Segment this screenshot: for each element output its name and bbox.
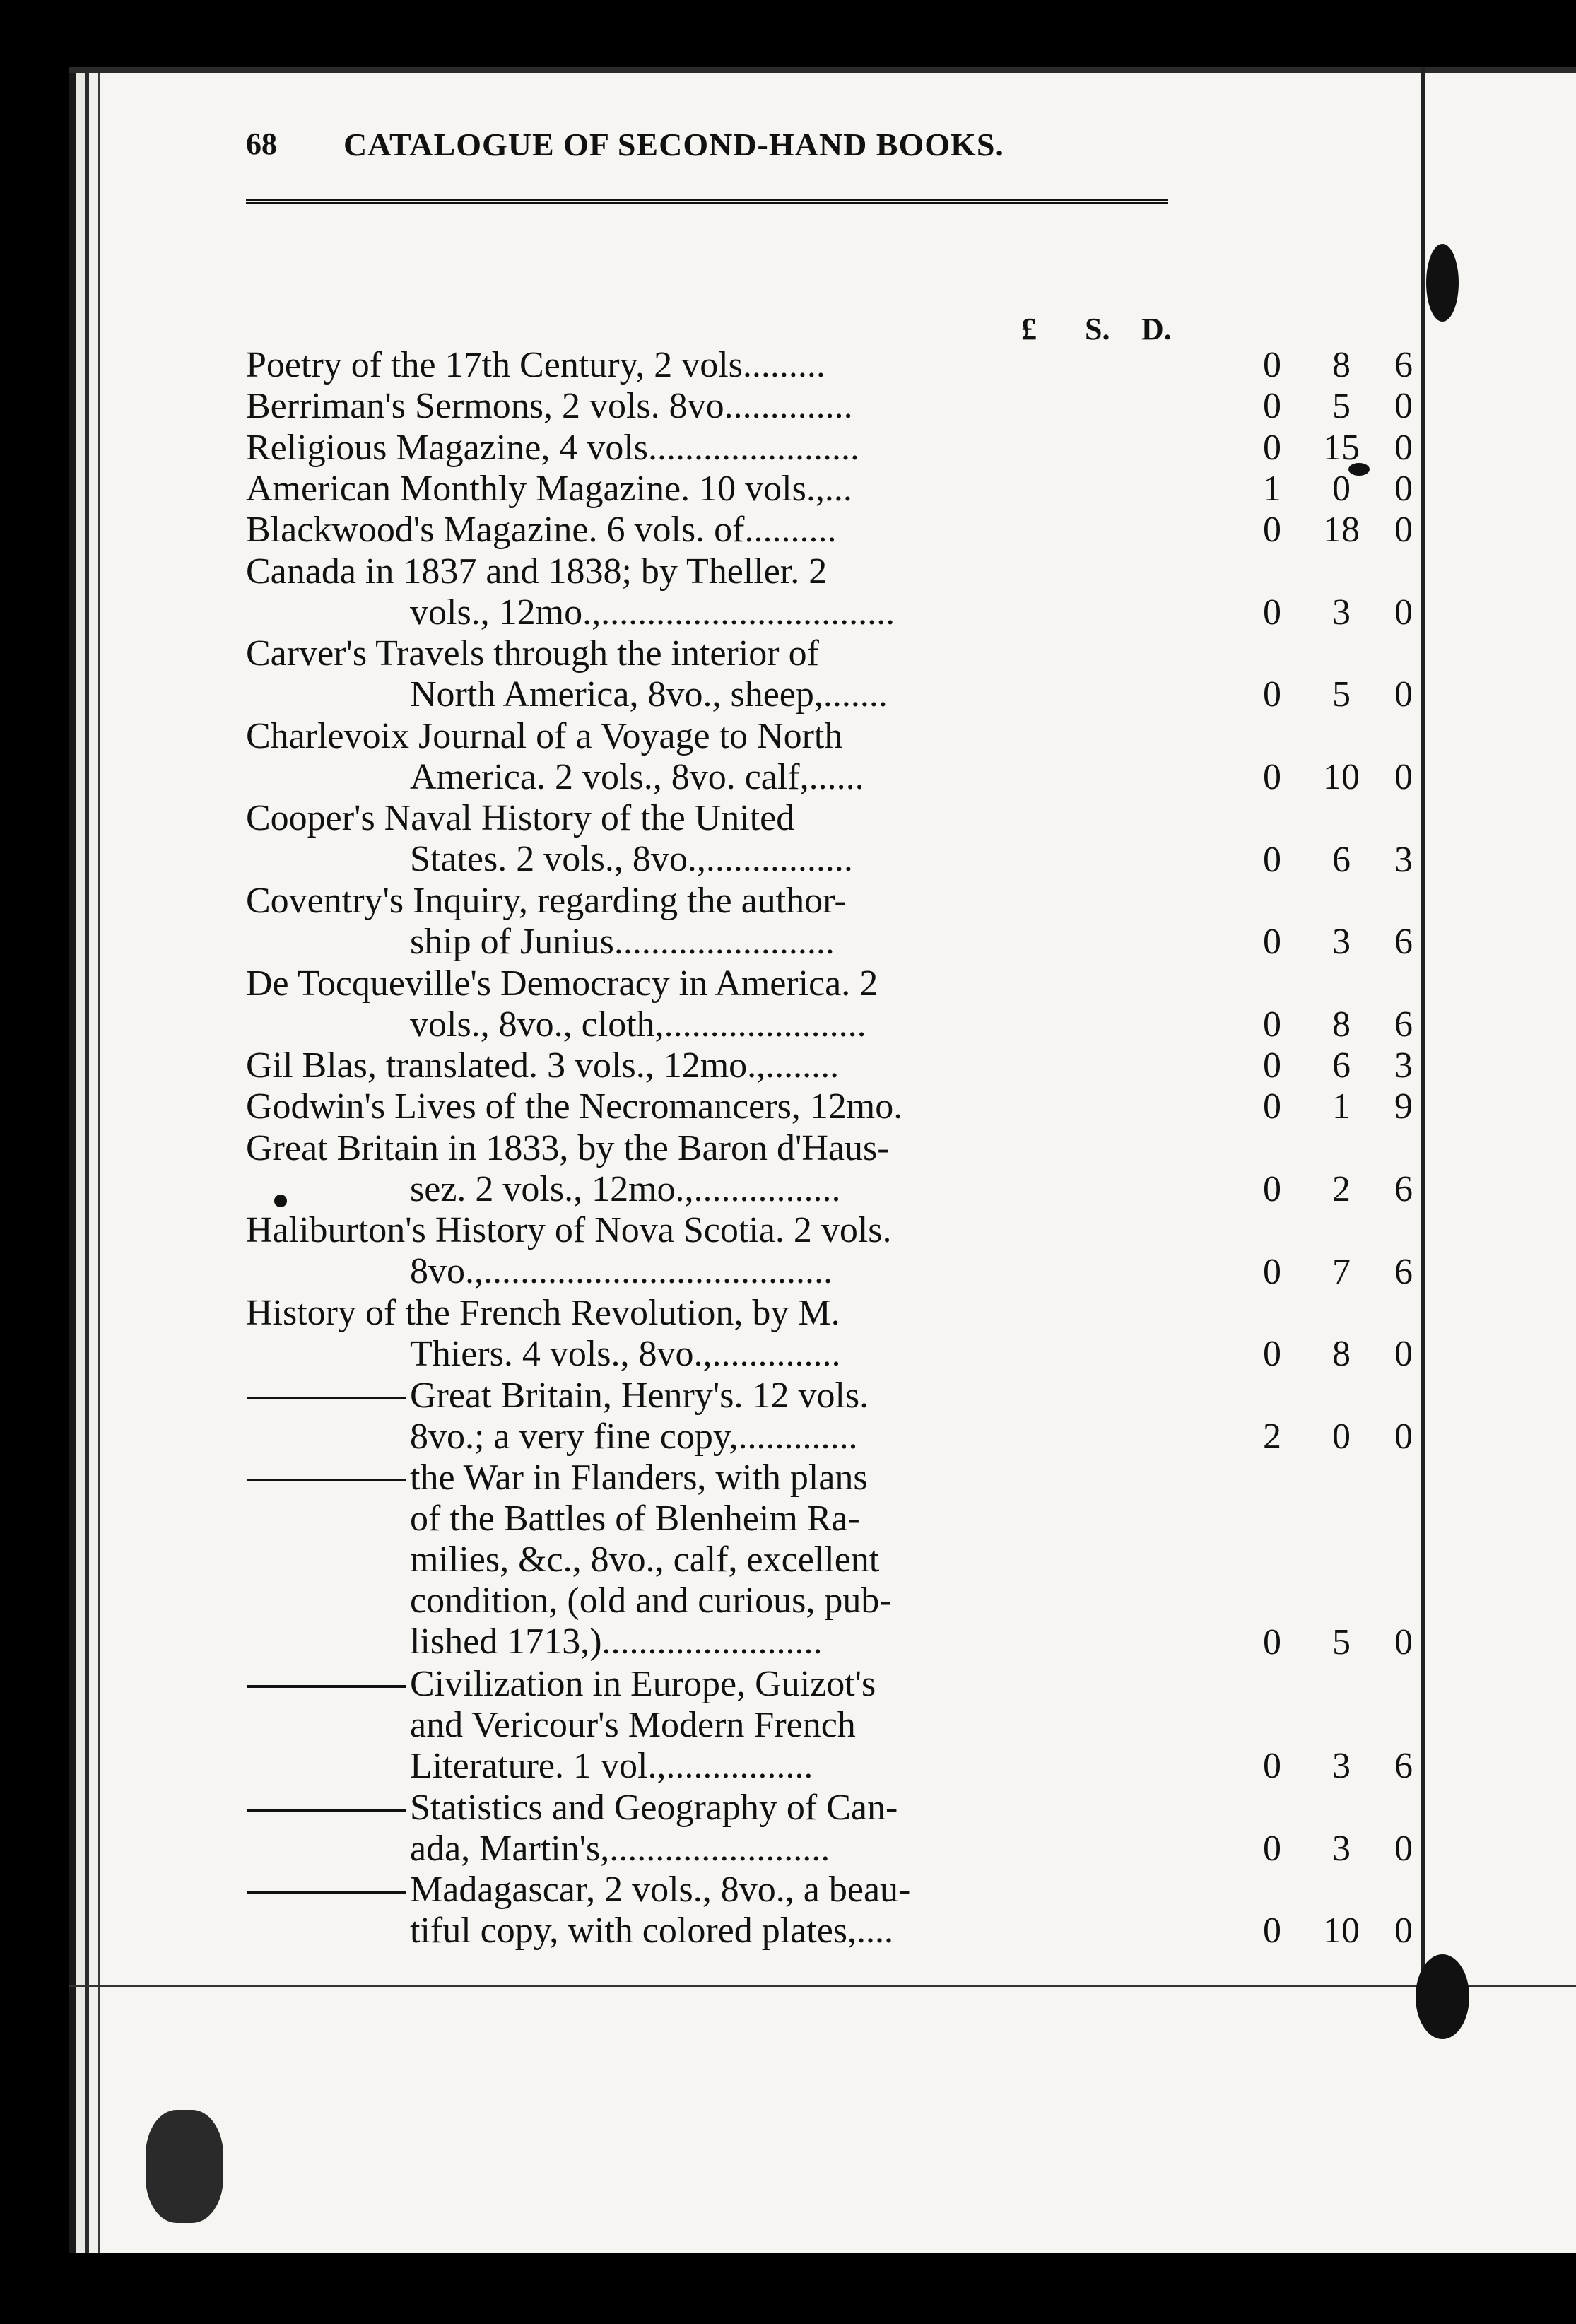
entry-text: ship of Junius........................	[410, 921, 835, 962]
entry-line	[246, 469, 1158, 510]
entry-text: De Tocqueville's Democracy in America. 2	[246, 963, 878, 1004]
price-pence: 3	[1394, 1045, 1413, 1086]
entry-line	[246, 1293, 1158, 1334]
catalogue-entry	[246, 1210, 1413, 1292]
price-pence: 0	[1394, 592, 1413, 633]
price-pounds: 0	[1263, 1086, 1281, 1127]
entry-line	[246, 1746, 1158, 1787]
price-pence: 0	[1394, 427, 1413, 468]
catalogue-entry	[246, 345, 1413, 386]
entry-line	[246, 1251, 1158, 1292]
price-pounds: 0	[1263, 345, 1281, 385]
price-shillings: 3	[1332, 1746, 1351, 1787]
price-shillings: 6	[1332, 839, 1351, 880]
price-pounds: 0	[1263, 1334, 1281, 1375]
price-pounds: 2	[1263, 1416, 1281, 1457]
entry-line	[246, 592, 1158, 633]
ditto-dash	[247, 1479, 406, 1481]
catalogue-entry	[246, 798, 1413, 880]
price-pence: 0	[1394, 1911, 1413, 1952]
entry-line	[246, 1004, 1158, 1045]
entry-line	[246, 716, 1158, 757]
entry-text: Poetry of the 17th Century, 2 vols.........	[246, 345, 825, 385]
price-shillings: 1	[1332, 1086, 1351, 1127]
price-pence: 0	[1394, 1334, 1413, 1375]
price-pounds: 0	[1263, 1622, 1281, 1663]
entry-line	[246, 510, 1158, 551]
entry-line	[246, 1210, 1158, 1251]
price-shillings: 15	[1323, 427, 1360, 468]
entry-line	[246, 1416, 1158, 1457]
catalogue-entry	[246, 468, 1413, 510]
catalogue-entry	[246, 1127, 1413, 1210]
entry-line	[246, 1045, 1158, 1086]
entry-text: lished 1713,)........................	[410, 1621, 823, 1662]
price-pence: 6	[1394, 1004, 1413, 1045]
entry-text: the War in Flanders, with plans	[410, 1457, 868, 1498]
ditto-dash	[247, 1891, 406, 1894]
entry-line	[246, 1457, 1158, 1498]
catalogue-entry	[246, 880, 1413, 963]
price-pounds: 0	[1263, 386, 1281, 427]
catalogue-entry	[246, 1870, 1413, 1952]
entry-line	[246, 1705, 1158, 1746]
catalogue-entry	[246, 510, 1413, 551]
entry-text: Blackwood's Magazine. 6 vols. of..........	[246, 510, 837, 551]
price-shillings: 2	[1332, 1168, 1351, 1209]
pounds-column-header: £	[1021, 312, 1037, 346]
entry-text: 8vo.,......................................	[410, 1251, 833, 1292]
entry-text: of the Battles of Blenheim Ra-	[410, 1498, 860, 1539]
entry-line	[246, 345, 1158, 386]
price-pounds: 0	[1263, 1911, 1281, 1952]
price-pounds: 0	[1263, 427, 1281, 468]
price-pence: 6	[1394, 1168, 1413, 1209]
price-shillings: 5	[1332, 386, 1351, 427]
entry-text: American Monthly Magazine. 10 vols.,...	[246, 468, 852, 509]
entry-text: Thiers. 4 vols., 8vo.,..............	[410, 1333, 841, 1374]
price-pounds: 0	[1263, 1251, 1281, 1292]
entry-line	[246, 1829, 1158, 1870]
entry-text: tiful copy, with colored plates,....	[410, 1911, 894, 1952]
price-pence: 0	[1394, 674, 1413, 715]
entry-line	[246, 1870, 1158, 1911]
catalogue-entry	[246, 1045, 1413, 1086]
entry-text: vols., 12mo.,................................	[410, 592, 895, 633]
entry-text: ada, Martin's,........................	[410, 1828, 830, 1869]
price-shillings: 8	[1332, 1334, 1351, 1375]
price-pounds: 0	[1263, 1828, 1281, 1869]
entry-text: condition, (old and curious, pub-	[410, 1580, 892, 1621]
page-top-edge	[69, 67, 1576, 73]
catalogue-entry	[246, 1292, 1413, 1375]
ink-blot	[146, 2110, 223, 2223]
page-number: 68	[246, 127, 277, 161]
price-pounds: 0	[1263, 1045, 1281, 1086]
entry-text: North America, 8vo., sheep,.......	[410, 674, 888, 715]
price-pence: 0	[1394, 1828, 1413, 1869]
pence-column-header: D.	[1141, 312, 1172, 346]
entry-line	[246, 1911, 1158, 1952]
entry-text: Carver's Travels through the interior of	[246, 633, 819, 674]
price-pounds: 1	[1263, 468, 1281, 509]
entry-text: 8vo.; a very fine copy,.............	[410, 1416, 858, 1457]
ditto-dash	[247, 1685, 406, 1688]
entry-line	[246, 551, 1158, 592]
entry-text: Great Britain, Henry's. 12 vols.	[410, 1375, 869, 1416]
ditto-dash	[247, 1809, 406, 1812]
price-pounds: 0	[1263, 756, 1281, 797]
entry-line	[246, 1086, 1158, 1127]
price-pence: 0	[1394, 510, 1413, 551]
price-shillings: 10	[1323, 756, 1360, 797]
entry-line	[246, 1334, 1158, 1375]
entry-text: Madagascar, 2 vols., 8vo., a beau-	[410, 1870, 911, 1911]
entry-text: Canada in 1837 and 1838; by Theller. 2	[246, 551, 828, 592]
entry-text: milies, &c., 8vo., calf, excellent	[410, 1539, 880, 1580]
entry-line	[246, 386, 1158, 427]
entry-line	[246, 1375, 1158, 1416]
shillings-column-header: S.	[1085, 312, 1110, 346]
catalogue-entry	[246, 1086, 1413, 1127]
entry-line	[246, 798, 1158, 839]
page-header	[246, 120, 1249, 177]
price-pence: 6	[1394, 345, 1413, 385]
entry-line	[246, 1664, 1158, 1705]
entry-text: Religious Magazine, 4 vols.......................	[246, 427, 860, 468]
ink-blot	[1426, 244, 1459, 322]
entry-line	[246, 1169, 1158, 1210]
header-rule	[246, 199, 1168, 204]
catalogue-entry	[246, 1663, 1413, 1787]
entry-line	[246, 963, 1158, 1004]
price-shillings: 7	[1332, 1251, 1351, 1292]
entry-text: America. 2 vols., 8vo. calf,......	[410, 756, 864, 797]
entry-line	[246, 1788, 1158, 1829]
catalogue-entry	[246, 633, 1413, 715]
catalogue-entry	[246, 427, 1413, 469]
price-pence: 0	[1394, 386, 1413, 427]
entry-line	[246, 633, 1158, 674]
page-bottom-rule	[69, 1985, 1576, 1987]
price-shillings: 3	[1332, 1828, 1351, 1869]
entry-text: and Vericour's Modern French	[410, 1704, 856, 1745]
price-pence: 6	[1394, 1251, 1413, 1292]
entry-text: sez. 2 vols., 12mo.,................	[410, 1168, 841, 1209]
entry-line	[246, 757, 1158, 798]
entry-text: Literature. 1 vol.,................	[410, 1745, 813, 1786]
price-shillings: 8	[1332, 1004, 1351, 1045]
entry-text: Coventry's Inquiry, regarding the author-	[246, 880, 847, 921]
entry-line	[246, 674, 1158, 715]
ditto-dash	[247, 1397, 406, 1399]
catalogue-entry	[246, 715, 1413, 798]
entry-text: Great Britain in 1833, by the Baron d'Haus-	[246, 1127, 890, 1168]
entry-line	[246, 922, 1158, 963]
catalogue-entry	[246, 1457, 1413, 1663]
catalogue-entry	[246, 1787, 1413, 1870]
entry-text: History of the French Revolution, by M.	[246, 1292, 840, 1333]
price-shillings: 0	[1332, 1416, 1351, 1457]
price-pounds: 0	[1263, 922, 1281, 963]
price-pounds: 0	[1263, 592, 1281, 633]
price-pounds: 0	[1263, 510, 1281, 551]
page-title: CATALOGUE OF SECOND-HAND BOOKS.	[343, 127, 1004, 163]
entry-text: Charlevoix Journal of a Voyage to North	[246, 715, 843, 756]
price-shillings: 0	[1332, 468, 1351, 509]
price-shillings: 3	[1332, 592, 1351, 633]
entry-line	[246, 839, 1158, 880]
price-shillings: 10	[1323, 1911, 1360, 1952]
price-pounds: 0	[1263, 1168, 1281, 1209]
entry-line	[246, 1498, 1158, 1539]
entry-text: Haliburton's History of Nova Scotia. 2 vols.	[246, 1210, 892, 1251]
entry-text: States. 2 vols., 8vo.,................	[410, 839, 853, 880]
entry-line	[246, 428, 1158, 469]
price-shillings: 5	[1332, 1622, 1351, 1663]
entry-text: Civilization in Europe, Guizot's	[410, 1663, 876, 1704]
price-pounds: 0	[1263, 674, 1281, 715]
catalogue-entry	[246, 963, 1413, 1045]
entry-line	[246, 881, 1158, 922]
entry-text: Statistics and Geography of Can-	[410, 1787, 898, 1828]
price-pence: 6	[1394, 1746, 1413, 1787]
price-pounds: 0	[1263, 1746, 1281, 1787]
price-shillings: 3	[1332, 922, 1351, 963]
entry-text: Berriman's Sermons, 2 vols. 8vo..............	[246, 386, 853, 427]
entry-line	[246, 1580, 1158, 1621]
entry-text: Godwin's Lives of the Necromancers, 12mo.	[246, 1086, 903, 1127]
price-pence: 0	[1394, 468, 1413, 509]
price-pence: 3	[1394, 839, 1413, 880]
entry-line	[246, 1621, 1158, 1662]
price-pence: 0	[1394, 756, 1413, 797]
price-shillings: 18	[1323, 510, 1360, 551]
ink-blot	[1416, 1954, 1469, 2039]
price-pence: 6	[1394, 922, 1413, 963]
price-pounds: 0	[1263, 839, 1281, 880]
price-pence: 9	[1394, 1086, 1413, 1127]
entry-line	[246, 1539, 1158, 1580]
entry-text: Cooper's Naval History of the United	[246, 798, 795, 839]
price-pence: 0	[1394, 1622, 1413, 1663]
entry-line	[246, 1128, 1158, 1169]
price-shillings: 5	[1332, 674, 1351, 715]
catalogue-entry	[246, 386, 1413, 427]
entry-text: vols., 8vo., cloth,......................	[410, 1004, 866, 1045]
catalogue-entry	[246, 551, 1413, 633]
price-pence: 0	[1394, 1416, 1413, 1457]
price-shillings: 6	[1332, 1045, 1351, 1086]
entry-text: Gil Blas, translated. 3 vols., 12mo.,........	[246, 1045, 840, 1086]
price-shillings: 8	[1332, 345, 1351, 385]
catalogue-entry	[246, 1375, 1413, 1457]
price-pounds: 0	[1263, 1004, 1281, 1045]
